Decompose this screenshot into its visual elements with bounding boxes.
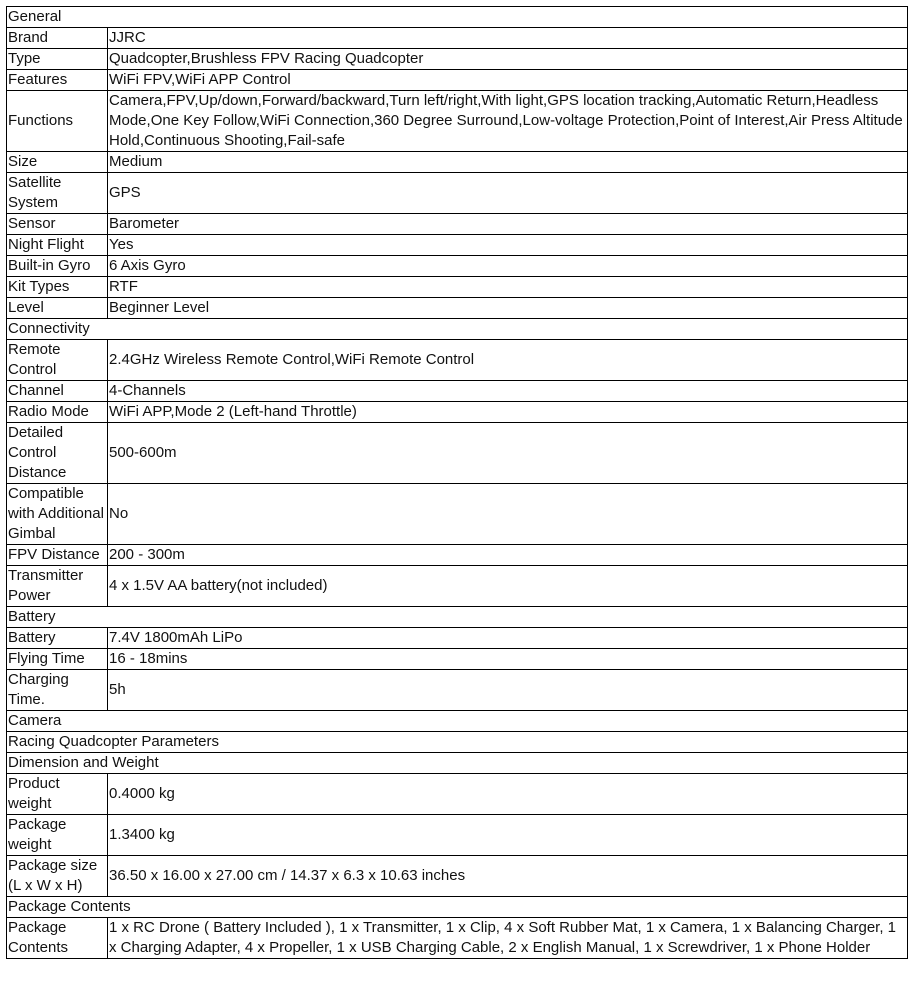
table-row (7, 381, 908, 402)
spec-label: Compatible with Additional Gimbal (7, 484, 108, 545)
table-row (7, 484, 908, 545)
spec-value: 16 - 18mins (108, 649, 908, 670)
spec-value: 1 x RC Drone ( Battery Included ), 1 x Transmitter, 1 x Clip, 4 x Soft Rubber Mat, 1 x Camera, 1 x Balancing Charger, 1 x Charging Adapter, 4 x Propeller, 1 x USB Charging Cable, 2 x English Manual, 1 x Screwdriver, 1 x Phone Holder (108, 918, 908, 959)
table-row (7, 628, 908, 649)
spec-value: Medium (108, 152, 908, 173)
table-row (7, 566, 908, 607)
spec-table-body (7, 7, 908, 959)
spec-table (6, 6, 908, 959)
table-row (7, 815, 908, 856)
spec-label: Level (7, 298, 108, 319)
table-row (7, 545, 908, 566)
section-title: Connectivity (7, 319, 908, 340)
section-title: Package Contents (7, 897, 908, 918)
section-header-row (7, 7, 908, 28)
section-header-row (7, 732, 908, 753)
spec-value: 36.50 x 16.00 x 27.00 cm / 14.37 x 6.3 x 10.63 inches (108, 856, 908, 897)
table-row (7, 918, 908, 959)
spec-label: Features (7, 70, 108, 91)
spec-label: Package Contents (7, 918, 108, 959)
spec-label: Built-in Gyro (7, 256, 108, 277)
spec-label: Battery (7, 628, 108, 649)
spec-label: Functions (7, 91, 108, 152)
table-row (7, 402, 908, 423)
table-row (7, 214, 908, 235)
spec-label: Channel (7, 381, 108, 402)
section-title: Camera (7, 711, 908, 732)
table-row (7, 49, 908, 70)
table-row (7, 235, 908, 256)
spec-label: Product weight (7, 774, 108, 815)
spec-label: Brand (7, 28, 108, 49)
table-row (7, 774, 908, 815)
spec-label: FPV Distance (7, 545, 108, 566)
spec-value: Yes (108, 235, 908, 256)
spec-label: Charging Time. (7, 670, 108, 711)
section-header-row (7, 319, 908, 340)
spec-label: Kit Types (7, 277, 108, 298)
spec-value: 5h (108, 670, 908, 711)
table-row (7, 298, 908, 319)
spec-value: WiFi APP,Mode 2 (Left-hand Throttle) (108, 402, 908, 423)
table-row (7, 173, 908, 214)
section-header-row (7, 607, 908, 628)
spec-value: Camera,FPV,Up/down,Forward/backward,Turn left/right,With light,GPS location tracking,Automatic Return,Headless Mode,One Key Follow,WiFi Connection,360 Degree Surround,Low-voltage Protection,Point of Interest,Air Press Altitude Hold,Continuous Shooting,Fail-safe (108, 91, 908, 152)
section-title: General (7, 7, 908, 28)
spec-label: Package size (L x W x H) (7, 856, 108, 897)
spec-label: Package weight (7, 815, 108, 856)
table-row (7, 856, 908, 897)
section-header-row (7, 897, 908, 918)
spec-label: Remote Control (7, 340, 108, 381)
spec-label: Satellite System (7, 173, 108, 214)
spec-value: 7.4V 1800mAh LiPo (108, 628, 908, 649)
spec-value: 500-600m (108, 423, 908, 484)
spec-value: Barometer (108, 214, 908, 235)
spec-value: WiFi FPV,WiFi APP Control (108, 70, 908, 91)
spec-value: GPS (108, 173, 908, 214)
section-title: Battery (7, 607, 908, 628)
spec-label: Radio Mode (7, 402, 108, 423)
table-row (7, 423, 908, 484)
spec-value: 4 x 1.5V AA battery(not included) (108, 566, 908, 607)
table-row (7, 277, 908, 298)
section-header-row (7, 711, 908, 732)
spec-label: Flying Time (7, 649, 108, 670)
table-row (7, 91, 908, 152)
section-title: Dimension and Weight (7, 753, 908, 774)
spec-label: Type (7, 49, 108, 70)
spec-value: 6 Axis Gyro (108, 256, 908, 277)
table-row (7, 670, 908, 711)
table-row (7, 649, 908, 670)
table-row (7, 256, 908, 277)
spec-value: 2.4GHz Wireless Remote Control,WiFi Remote Control (108, 340, 908, 381)
spec-value: 0.4000 kg (108, 774, 908, 815)
spec-value: Beginner Level (108, 298, 908, 319)
spec-label: Detailed Control Distance (7, 423, 108, 484)
table-row (7, 28, 908, 49)
spec-label: Night Flight (7, 235, 108, 256)
spec-label: Transmitter Power (7, 566, 108, 607)
table-row (7, 152, 908, 173)
section-header-row (7, 753, 908, 774)
spec-label: Sensor (7, 214, 108, 235)
spec-value: 1.3400 kg (108, 815, 908, 856)
spec-value: JJRC (108, 28, 908, 49)
spec-value: Quadcopter,Brushless FPV Racing Quadcopter (108, 49, 908, 70)
spec-value: 4-Channels (108, 381, 908, 402)
spec-value: 200 - 300m (108, 545, 908, 566)
spec-value: No (108, 484, 908, 545)
table-row (7, 340, 908, 381)
table-row (7, 70, 908, 91)
section-title: Racing Quadcopter Parameters (7, 732, 908, 753)
spec-value: RTF (108, 277, 908, 298)
spec-label: Size (7, 152, 108, 173)
